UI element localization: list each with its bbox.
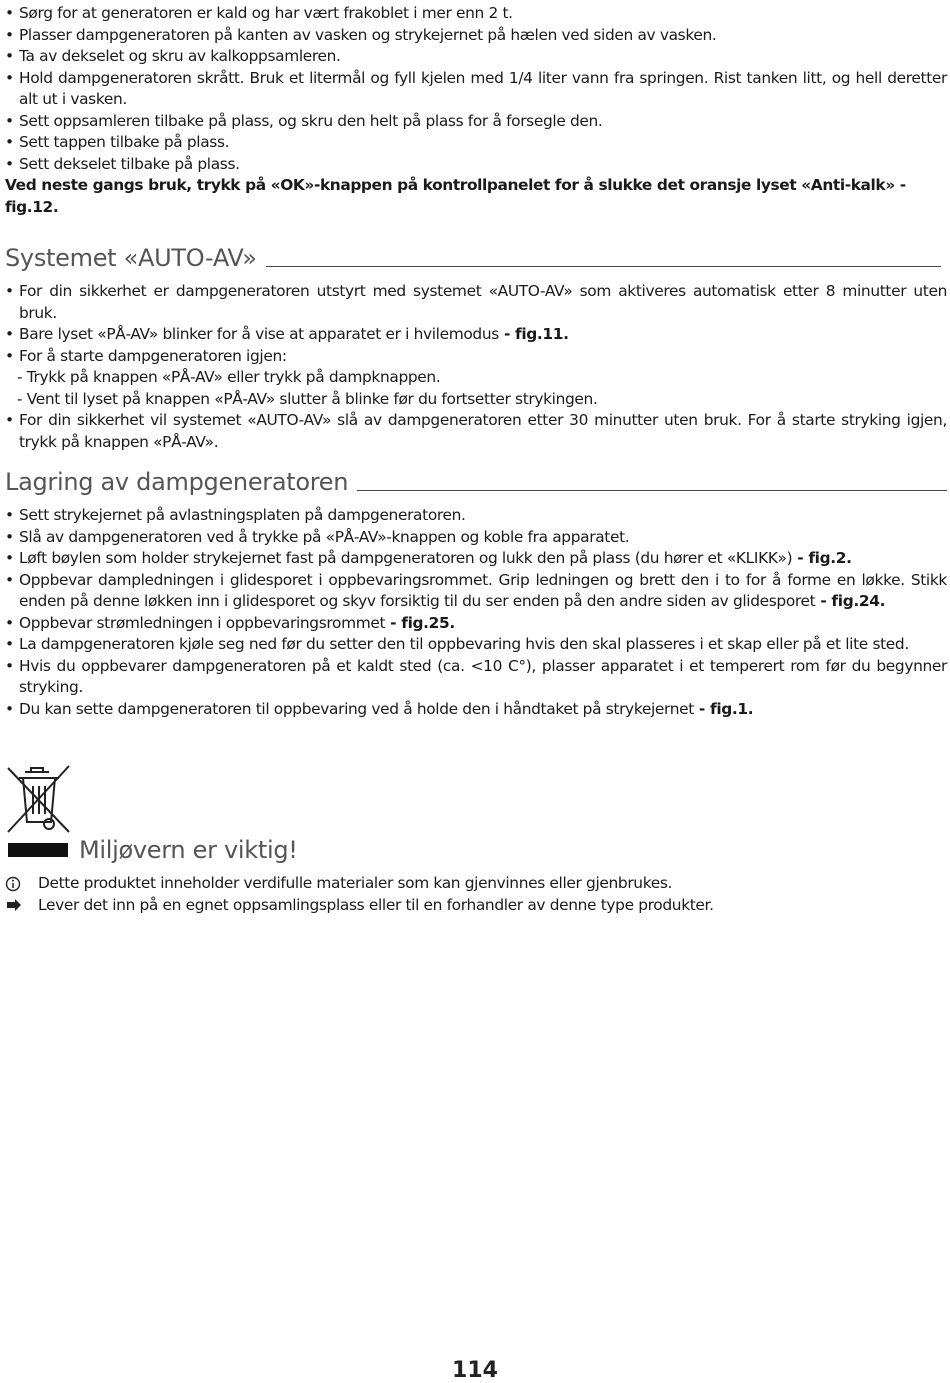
item-text: Oppbevar dampledningen i glidesporet i oppbevaringsrommet. Grip ledningen og brett den i to for å forme en løkke. Stikk enden på denne løkken inn i glidesporet og skyv forsiktig til du ser enden på den andre siden av glidesporet [19, 570, 947, 610]
figure-ref: - fig.1. [693, 699, 754, 718]
item-text: Hvis du oppbevarer dampgeneratoren på et kaldt sted (ca. <10 C°), plasser apparatet i et temperert rom før du begynner stryking. [19, 656, 947, 696]
item-text: - Trykk på knappen «PÅ-AV» eller trykk på dampknappen. [17, 368, 441, 386]
figure-ref: - fig.2. [792, 549, 852, 567]
figure-ref: - fig.24. [815, 592, 886, 610]
list-item [5, 548, 947, 570]
section-title: Lagring av dampgeneratoren [5, 468, 349, 496]
list-item [5, 613, 947, 635]
page-number: 114 [452, 1358, 498, 1383]
item-text: Sett strykejernet på avlastningsplaten på dampgeneratoren. [19, 506, 466, 524]
list-item [5, 410, 947, 453]
heading-bar [8, 843, 68, 857]
arrow-line [5, 895, 905, 917]
list-item: • Plasser dampgeneratoren på kanten av vasken og strykejernet på hælen ved siden av vasken. [5, 25, 947, 47]
list-item: • Sett dekselet tilbake på plass. [5, 154, 947, 176]
sub-item [5, 389, 947, 411]
arrow-text: Lever det inn på en egnet oppsamlingsplass eller til en forhandler av denne type produkter. [38, 895, 714, 914]
list-item [5, 346, 947, 368]
item-text: Bare lyset «PÅ-AV» blinker for å vise at apparatet er i hvilemodus [19, 325, 499, 343]
descaling-steps-list [5, 3, 947, 175]
list-item: • Ta av dekselet og skru av kalkoppsamleren. [5, 46, 947, 68]
list-item [5, 281, 947, 324]
environment-heading [8, 836, 298, 864]
item-text: For å starte dampgeneratoren igjen: [19, 346, 287, 365]
environment-notes [5, 873, 905, 916]
list-item [5, 527, 947, 549]
list-item [5, 634, 947, 656]
list-item: • Sett tappen tilbake på plass. [5, 132, 947, 154]
storage-list [5, 505, 947, 720]
list-item [5, 699, 947, 721]
list-item [5, 656, 947, 699]
auto-off-list [5, 281, 947, 453]
list-item: • Sørg for at generatoren er kald og har vært frakoblet i mer enn 2 t. [5, 3, 947, 25]
info-text: Dette produktet inneholder verdifulle materialer som kan gjenvinnes eller gjenbrukes. [38, 874, 673, 892]
list-item [5, 505, 947, 527]
figure-ref: - fig.11. [498, 325, 569, 343]
list-item: • Hold dampgeneratoren skrått. Bruk et litermål og fyll kjelen med 1/4 liter vann fra springen. Rist tanken litt, og hell deretter alt ut i vasken. [5, 68, 947, 111]
item-text: Oppbevar strømledningen i oppbevaringsrommet [19, 613, 386, 632]
heading-rule [357, 490, 947, 491]
info-icon [5, 876, 23, 892]
arrow-right-icon [5, 897, 23, 913]
item-text: For din sikkerhet vil systemet «AUTO-AV» slå av dampgeneratoren etter 30 minutter uten bruk. For å starte stryking igjen, trykk på knappen «PÅ-AV». [19, 411, 947, 451]
section-heading-storage [5, 468, 947, 496]
item-text: Du kan sette dampgeneratoren til oppbevaring ved å holde den i håndtaket på strykejernet [19, 699, 694, 718]
list-item [5, 570, 947, 613]
item-text: For din sikkerhet er dampgeneratoren utstyrt med systemet «AUTO-AV» som aktiveres automatisk etter 8 minutter uten bruk. [19, 282, 947, 322]
next-use-note: Ved neste gangs bruk, trykk på «OK»-knappen på kontrollpanelet for å slukke det oransje lyset «Anti-kalk» - fig.12. [5, 176, 906, 216]
section-heading-auto-off [5, 244, 941, 272]
item-text: Slå av dampgeneratoren ved å trykke på «PÅ-AV»-knappen og koble fra apparatet. [19, 527, 630, 546]
list-item: • Sett oppsamleren tilbake på plass, og skru den helt på plass for å forsegle den. [5, 111, 947, 133]
sub-item [5, 367, 947, 389]
section-title: Systemet «AUTO-AV» [5, 244, 257, 272]
list-item [5, 324, 947, 346]
item-text: La dampgeneratoren kjøle seg ned før du setter den til oppbevaring hvis den skal plasseres i et skap eller på et lite sted. [19, 635, 909, 653]
crossed-bin-icon [5, 762, 73, 836]
section-title: Miljøvern er viktig! [79, 836, 298, 864]
item-text: - Vent til lyset på knappen «PÅ-AV» slutter å blinke før du fortsetter strykingen. [17, 389, 598, 408]
heading-rule [266, 266, 941, 267]
item-text: Løft bøylen som holder strykejernet fast på dampgeneratoren og lukk den på plass (du hører et «KLIKK») [19, 549, 793, 567]
figure-ref: - fig.25. [385, 613, 455, 632]
info-line [5, 873, 905, 895]
